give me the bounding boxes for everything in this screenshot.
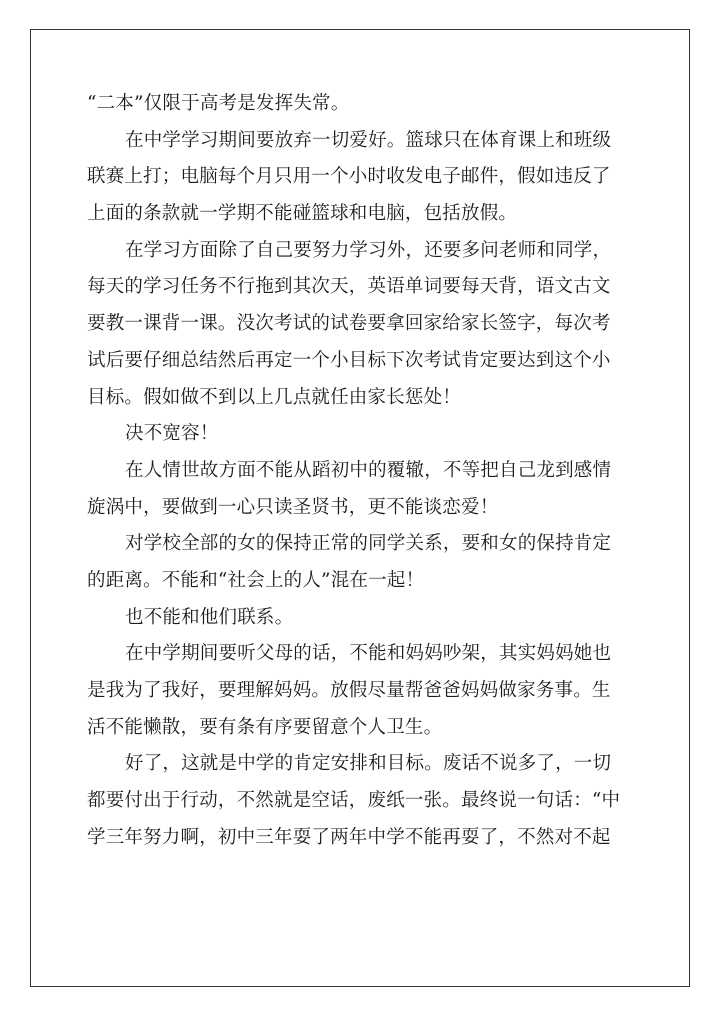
document-body bbox=[87, 86, 635, 856]
text-line-3: 联赛上打；电脑每个月只用一个小时收发电子邮件，假如违反了 bbox=[87, 166, 611, 188]
text-line-5: 在学习方面除了自己要努力学习外，还要多问老师和同学， bbox=[125, 239, 612, 261]
text-line-6: 每天的学习任务不行拖到其次天，英语单词要每天背，语文古文 bbox=[87, 276, 611, 298]
text-line-7: 要教一课背一课。没次考试的试卷要拿回家给家长签字，每次考 bbox=[87, 313, 611, 335]
text-line-17: 是我为了我好，要理解妈妈。放假尽量帮爸爸妈妈做家务事。生 bbox=[87, 680, 611, 701]
text-line-8: 试后要仔细总结然后再定一个小目标下次考试肯定要达到这个小 bbox=[87, 349, 611, 371]
text-line-16: 在中学期间要听父母的话，不能和妈妈吵架，其实妈妈她也 bbox=[125, 643, 612, 665]
text-line-12: 旋涡中，要做到一心只读圣贤书，更不能谈恋爱！ bbox=[87, 496, 499, 518]
text-line-20: 都要付出于行动，不然就是空话，废纸一张。最终说一句话：“中 bbox=[87, 790, 621, 812]
text-line-2: 在中学学习期间要放弃一切爱好。篮球只在体育课上和班级 bbox=[125, 129, 612, 151]
text-line-21: 学三年努力啊，初中三年耍了两年中学不能再耍了，不然对不起 bbox=[87, 826, 611, 848]
text-line-9: 目标。假如做不到以上几点就任由家长惩处！ bbox=[87, 386, 462, 408]
text-line-13: 对学校全部的女的保持正常的同学关系，要和女的保持肯定 bbox=[125, 533, 612, 555]
text-line-10: 决不宽容！ bbox=[125, 423, 219, 445]
text-line-19: 好了，这就是中学的肯定安排和目标。废话不说多了，一切 bbox=[125, 753, 612, 775]
text-line-14: 的距离。不能和“社会上的人”混在一起！ bbox=[87, 569, 425, 591]
text-line-4: 上面的条款就一学期不能碰篮球和电脑，包括放假。 bbox=[87, 203, 518, 225]
text-line-15: 也不能和他们联系。 bbox=[125, 606, 294, 628]
text-line-1: “二本”仅限于高考是发挥失常。 bbox=[87, 93, 350, 114]
text-line-11: 在人情世故方面不能从蹈初中的覆辙，不等把自己龙到感情 bbox=[125, 459, 612, 481]
text-line-18: 活不能懒散，要有条有序要留意个人卫生。 bbox=[87, 716, 443, 738]
